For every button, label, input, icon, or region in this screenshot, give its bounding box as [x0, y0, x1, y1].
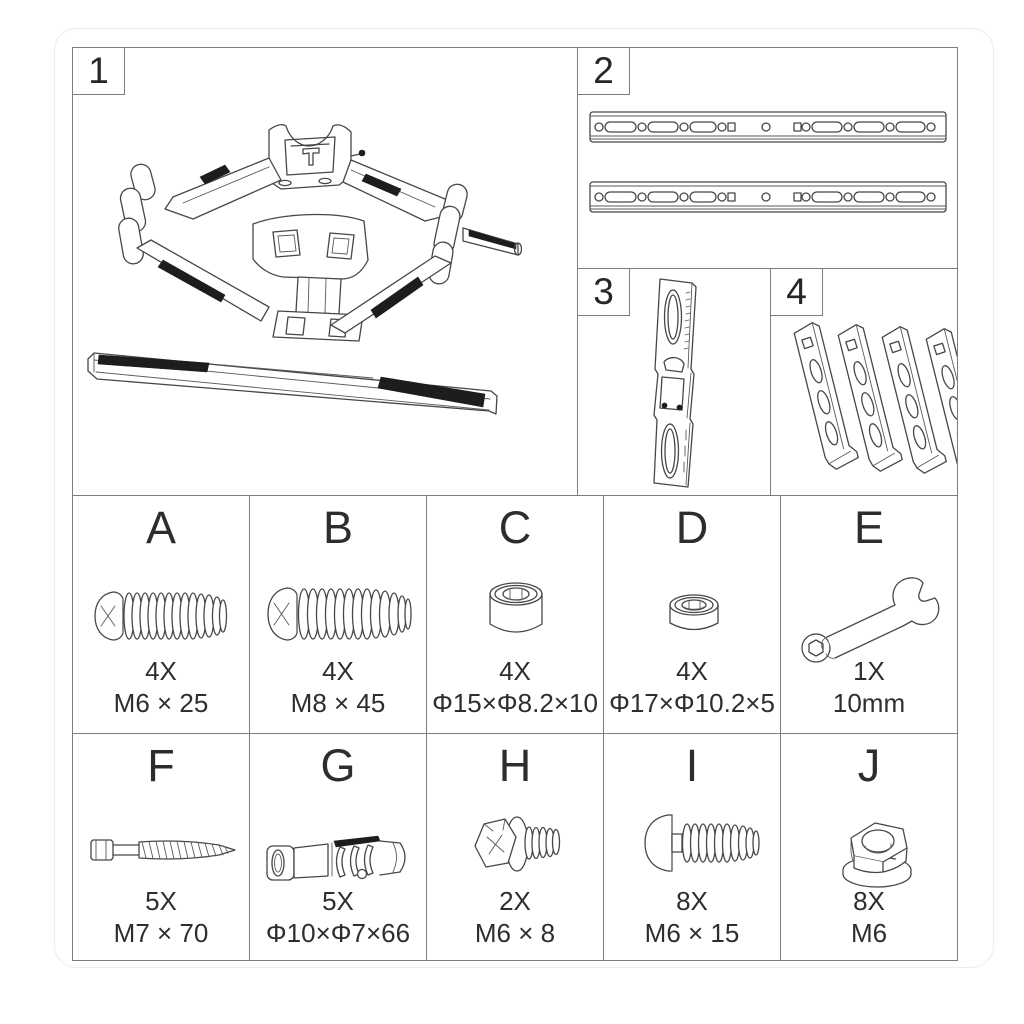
part-cell-h: [426, 733, 604, 961]
part-letter: F: [147, 740, 175, 791]
part-cell-f: [72, 733, 250, 961]
vertical-tv-bracket-illustration: [578, 269, 770, 495]
panel-number-label: 2: [593, 50, 614, 91]
part-cell-j: [780, 733, 958, 961]
part-letter: B: [322, 502, 353, 553]
panel-number-label: 4: [786, 271, 807, 312]
part-letter: J: [857, 740, 881, 791]
part-cell-d: [603, 495, 781, 734]
part-spec: Φ15×Φ8.2×10: [432, 688, 598, 718]
part-qty: 2X: [499, 886, 531, 916]
part-qty: 5X: [322, 886, 354, 916]
panel-1: [72, 47, 578, 496]
part-cell-a: [72, 495, 250, 734]
part-spec: M8 × 45: [290, 688, 386, 718]
part-spec: M6 × 25: [113, 688, 209, 718]
part-spec: Φ17×Φ10.2×5: [609, 688, 775, 718]
part-qty: 8X: [676, 886, 708, 916]
panel-3: [577, 268, 771, 496]
part-cell-c: [426, 495, 604, 734]
wall-rails-illustration: [578, 48, 957, 268]
part-spec: 10mm: [832, 688, 906, 718]
part-spec: Φ10×Φ7×66: [265, 918, 411, 948]
panel-4: [770, 268, 958, 496]
part-qty: 8X: [853, 886, 885, 916]
part-letter: A: [145, 502, 176, 553]
part-cell-i: [603, 733, 781, 961]
part-spec: M6 × 15: [644, 918, 740, 948]
adapter-brackets-illustration: [771, 269, 957, 495]
part-letter: I: [685, 740, 699, 791]
part-qty: 5X: [145, 886, 177, 916]
part-letter: C: [498, 502, 532, 553]
part-cell-b: [249, 495, 427, 734]
part-qty: 4X: [322, 656, 354, 686]
part-qty: 1X: [853, 656, 885, 686]
part-spec: M7 × 70: [113, 918, 209, 948]
articulating-tv-mount-illustration: [73, 48, 577, 495]
part-spec: M6: [850, 918, 888, 948]
part-cell-e: [780, 495, 958, 734]
part-letter: E: [853, 502, 884, 553]
part-letter: D: [675, 502, 709, 553]
part-spec: M6 × 8: [474, 918, 556, 948]
part-letter: G: [320, 740, 356, 791]
panel-2: [577, 47, 958, 269]
part-letter: H: [498, 740, 532, 791]
part-cell-g: [249, 733, 427, 961]
part-qty: 4X: [145, 656, 177, 686]
panel-number-label: 3: [593, 271, 614, 312]
part-qty: 4X: [676, 656, 708, 686]
part-qty: 4X: [499, 656, 531, 686]
panel-number-label: 1: [88, 50, 109, 91]
